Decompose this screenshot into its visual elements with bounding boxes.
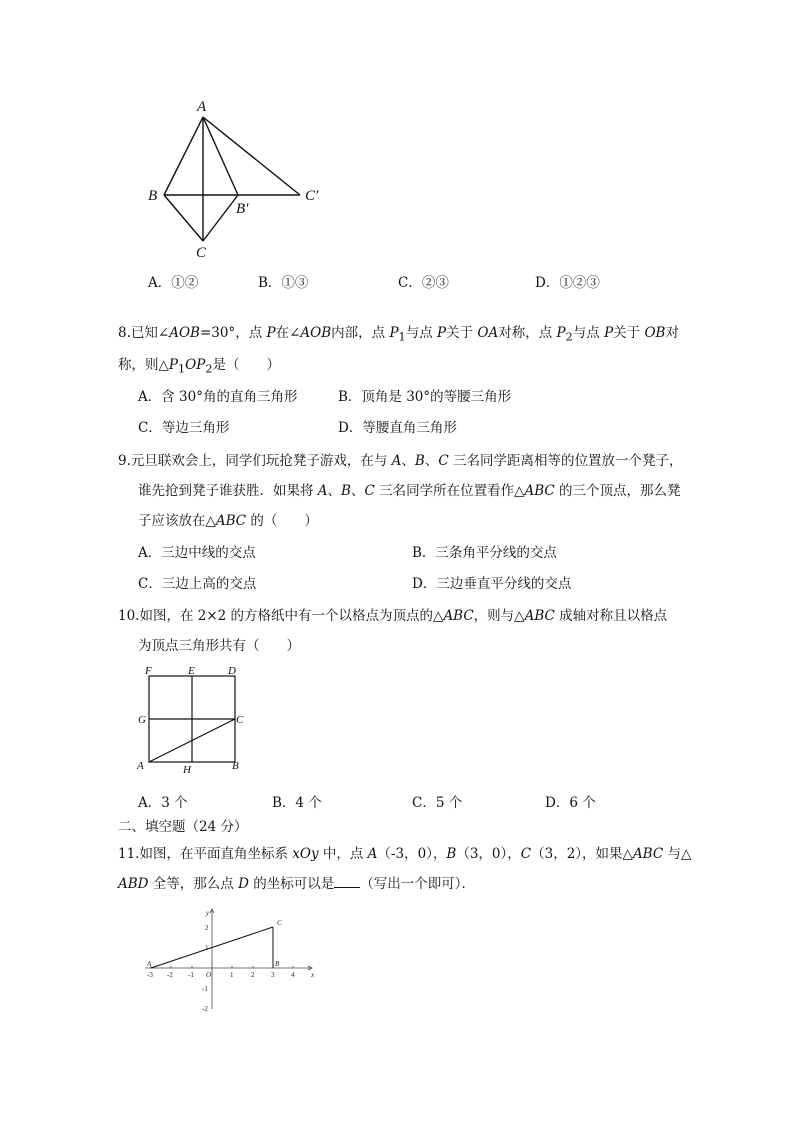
q11-line-2: ABD 全等，那么点 D 的坐标可以是 （写出一个即可）． — [118, 876, 475, 892]
q10-option-d: D．6 个 — [545, 795, 596, 811]
q8-option-c: C．等边三角形 — [138, 420, 230, 436]
q10-option-c: C．5 个 — [412, 795, 463, 811]
q9-option-d: D．三边垂直平分线的交点 — [412, 576, 572, 592]
q9-option-a: A．三边中线的交点 — [138, 545, 256, 561]
label-C-prime: C′ — [305, 188, 319, 204]
q9-line-3: 子应该放在△ABC 的（ ） — [138, 513, 318, 529]
grid-label-G: G — [138, 714, 146, 726]
x-tick-label: -2 — [167, 971, 173, 979]
q9-option-b: B．三条角平分线的交点 — [412, 545, 557, 561]
point-label-C: C — [277, 919, 282, 927]
point-label-B: B — [275, 960, 280, 968]
x-tick-label: -3 — [147, 971, 153, 979]
q9-option-c: C．三边上高的交点 — [138, 576, 257, 592]
figure-coordinate-plane — [140, 905, 325, 1013]
figure-triangles — [140, 95, 340, 265]
x-tick-label: 1 — [230, 971, 234, 979]
label-B: B — [148, 188, 158, 204]
q9-line-2: 谁先抢到凳子谁获胜．如果将 A、B、C 三名同学所在位置看作△ABC 的三个顶点，那么凳 — [138, 483, 681, 499]
figure-grid — [135, 663, 250, 775]
point-label-A: A — [147, 960, 152, 968]
y-axis-label: y — [206, 909, 210, 917]
q7-option-d: D．①②③ — [535, 275, 600, 291]
x-tick-label: -1 — [188, 971, 194, 979]
q8-option-a: A．含 30°角的直角三角形 — [138, 389, 298, 405]
y-tick-label: 1 — [205, 944, 209, 952]
grid-label-E: E — [188, 665, 195, 677]
segment-BC — [164, 195, 203, 241]
q7-option-c: C．②③ — [398, 275, 449, 291]
grid-label-F: F — [145, 665, 152, 677]
segment-B-prime-C — [203, 195, 238, 241]
q8-option-b: B．顶角是 30°的等腰三角形 — [338, 389, 512, 405]
grid-label-H: H — [183, 764, 191, 775]
q8-line-2: 称，则$\triangle P_1OP_2$是（ ） — [118, 357, 280, 376]
q7-option-a: A．①② — [148, 275, 199, 291]
q10-line-2: 为顶点三角形共有（ ） — [138, 638, 300, 654]
answer-blank[interactable] — [334, 875, 360, 888]
x-tick-label: 2 — [251, 971, 255, 979]
q8-option-d: D．等腰直角三角形 — [338, 420, 457, 436]
grid-label-C: C — [236, 714, 244, 726]
segment-AC-prime — [203, 117, 300, 195]
label-C: C — [196, 245, 207, 261]
x-axis-label: x — [311, 971, 315, 979]
q7-option-b: B．①③ — [258, 275, 309, 291]
q9-line-1: 9.元旦联欢会上，同学们玩抢凳子游戏，在与 A、B、C 三名同学距离相等的位置放一个凳子， — [118, 453, 683, 469]
y-tick-label: -2 — [202, 1005, 208, 1013]
label-A: A — [197, 99, 207, 115]
segment-AB — [164, 117, 203, 195]
x-tick-label: 4 — [291, 971, 295, 979]
grid-label-D: D — [228, 665, 236, 677]
q10-line-1: 10.如图，在 2×2 的方格纸中有一个以格点为顶点的△ABC，则与△ABC 成轴对称且以格点 — [118, 608, 668, 624]
segment-AB-prime — [203, 117, 238, 195]
x-tick-label: 3 — [271, 971, 275, 979]
q8-line-1: 8.已知∠AOB=30°，点 P在∠AOB内部，点 $P_1$与点 P关于 OA对称，点 $P_2$与点 P关于 OB对 — [118, 325, 679, 344]
y-tick-label: -1 — [202, 985, 208, 993]
q10-option-a: A．3 个 — [138, 795, 188, 811]
grid-label-A: A — [137, 760, 144, 772]
label-B-prime: B′ — [236, 201, 249, 217]
q10-option-b: B．4 个 — [272, 795, 322, 811]
q11-line-1: 11.如图，在平面直角坐标系 xOy 中，点 A（-3，0），B（3，0），C（3，2），如果△ABC 与△ — [118, 846, 692, 862]
origin-label: O — [206, 971, 212, 979]
section-2-heading: 二、填空题（24 分） — [118, 819, 248, 835]
y-tick-label: 2 — [205, 924, 209, 932]
grid-label-B: B — [232, 760, 239, 772]
